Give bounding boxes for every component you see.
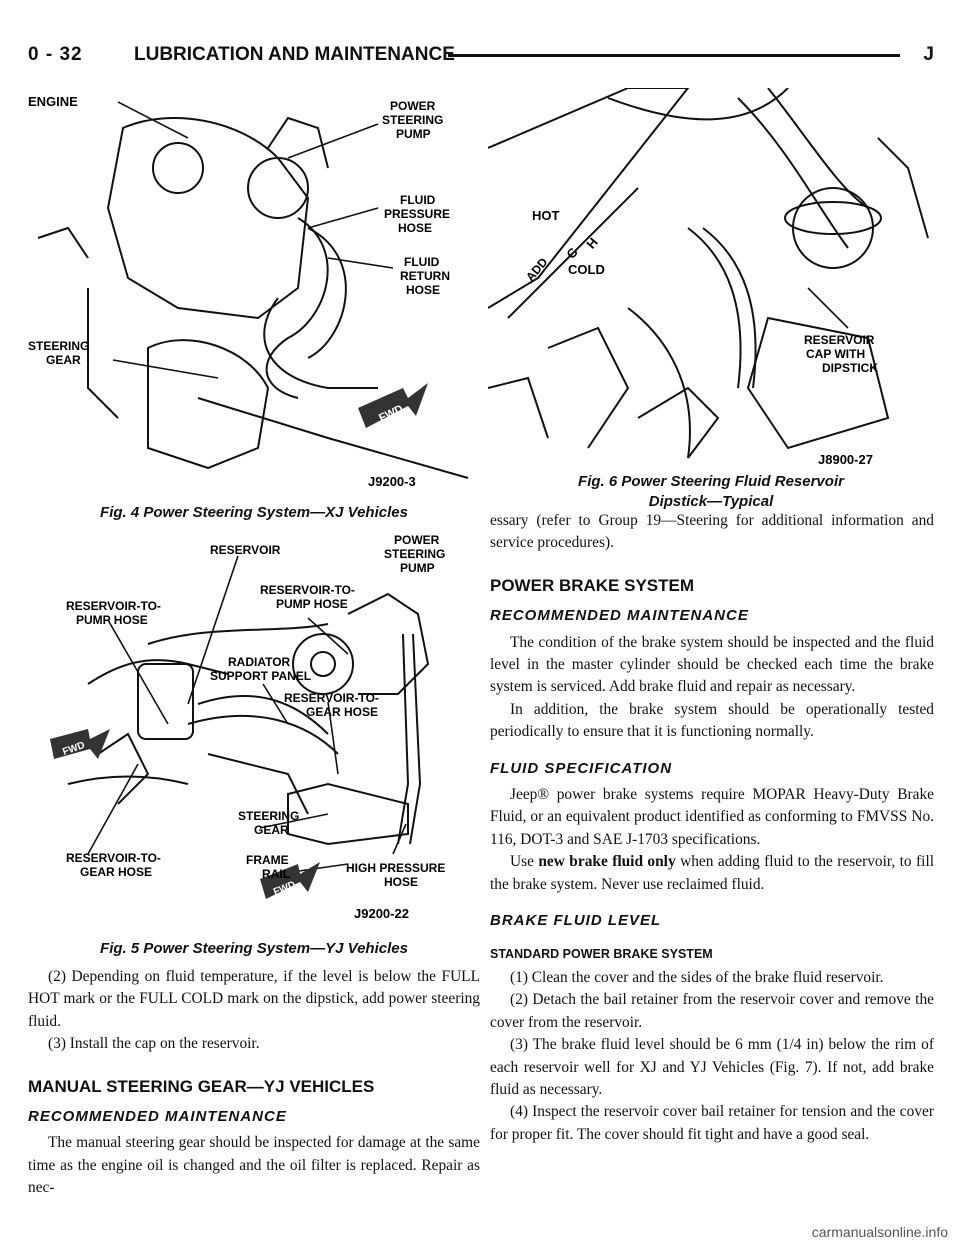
figure-5-caption: Fig. 5 Power Steering System—YJ Vehicles xyxy=(100,940,408,957)
fig6-label-rcd3: DIPSTICK xyxy=(822,361,879,375)
fig6-label-add: ADD xyxy=(523,254,551,284)
fig6-label-cold: COLD xyxy=(568,262,605,277)
new-fluid-text-c: when adding fluid to the reservoir, to fill the brake system. Never use reclaimed fluid. xyxy=(490,853,934,893)
fig5-label-ps3: PUMP xyxy=(400,561,435,575)
fig5-label-hph2: HOSE xyxy=(384,875,419,889)
section-title: LUBRICATION AND MAINTENANCE xyxy=(134,44,455,65)
power-steering-xj-drawing xyxy=(28,88,480,494)
page-number: 0 - 32 xyxy=(28,44,83,65)
fig4-code: J9200-3 xyxy=(368,474,416,489)
fig5-label-rtgh-left1: RESERVOIR-TO- xyxy=(66,851,161,865)
fig6-label-hot: HOT xyxy=(532,208,560,223)
fig4-label-fph3: HOSE xyxy=(398,221,433,235)
fig5-label-ps2: STEERING xyxy=(384,547,446,561)
brake-recommended-heading: RECOMMENDED MAINTENANCE xyxy=(490,607,749,625)
step-2-paragraph: (2) Depending on fluid temperature, if the level is below the FULL HOT mark or the FULL COLD mark on the dipstick, add power steering fluid. xyxy=(28,968,480,1030)
brake-condition-paragraph: The condition of the brake system should be inspected and the fluid level in the master cylinder should be checked each time the brake system is serviced. Add brake fluid and repair as necessary. xyxy=(490,633,934,696)
page-header xyxy=(28,42,934,68)
fig5-fwd-arrow-label-1: FWD xyxy=(61,739,87,758)
new-fluid-text-a: Use xyxy=(510,853,539,871)
fig5-label-reservoir: RESERVOIR xyxy=(210,543,281,557)
manual-steering-paragraph: The manual steering gear should be inspected for damage at the same time as the engine oil is changed and the oil filter is replaced. Repair as nec- xyxy=(28,1134,480,1197)
fig4-label-engine: ENGINE xyxy=(28,94,78,109)
fig4-label-sg1: STEERING xyxy=(28,339,90,353)
left-column-text xyxy=(28,966,480,1200)
fig5-code: J9200-22 xyxy=(354,906,409,921)
level-step-4: (4) Inspect the reservoir cover bail retainer for tension and the cover for proper fit. The cover should fit tight and have a good seal. xyxy=(490,1103,934,1143)
fig5-label-ps1: POWER xyxy=(394,534,440,547)
fig6-label-c: C xyxy=(563,244,581,262)
fig6-label-h: H xyxy=(583,234,601,252)
continued-paragraph: essary (refer to Group 19—Steering for additional information and service procedures). xyxy=(490,512,934,552)
header-rule xyxy=(448,54,900,57)
fig4-label-ps1: POWER xyxy=(390,99,436,113)
watermark-text: carmanualsonline.info xyxy=(811,1224,948,1240)
figure-6-illustration xyxy=(488,88,934,470)
power-steering-yj-drawing xyxy=(28,534,480,922)
fig5-label-rtph-left1: RESERVOIR-TO- xyxy=(66,599,161,613)
figure-6-caption-line1: Fig. 6 Power Steering Fluid Reservoir xyxy=(578,473,844,490)
figure-6-caption xyxy=(488,472,934,512)
reservoir-dipstick-drawing xyxy=(488,88,934,470)
fig5-label-rtph2: PUMP HOSE xyxy=(276,597,348,611)
fig6-code: J8900-27 xyxy=(818,452,873,467)
brake-test-paragraph: In addition, the brake system should be operationally tested periodically to ensure that it is functioning normally. xyxy=(490,700,934,741)
fig5-label-sg2: GEAR xyxy=(254,823,289,837)
fig5-label-rtgh-left2: GEAR HOSE xyxy=(80,865,153,879)
section-letter: J xyxy=(923,44,934,65)
fig4-label-fph1: FLUID xyxy=(400,193,436,207)
fig4-label-sg2: GEAR xyxy=(46,353,81,367)
fig5-label-fr2: RAIL xyxy=(262,867,290,881)
fig5-label-fr1: FRAME xyxy=(246,853,289,867)
level-step-2: (2) Detach the bail retainer from the reservoir cover and remove the cover from the reservoir. xyxy=(490,991,934,1031)
fig4-label-frh3: HOSE xyxy=(406,283,441,297)
right-column-text xyxy=(490,510,934,1146)
fig5-label-rtph-left2: PUMP HOSE xyxy=(76,613,148,627)
power-brake-heading: POWER BRAKE SYSTEM xyxy=(490,575,695,595)
new-fluid-paragraph xyxy=(490,851,934,896)
new-fluid-emphasis: new brake fluid only xyxy=(538,853,676,871)
fig4-fwd-arrow-label: FWD xyxy=(377,403,406,425)
step-3-paragraph: (3) Install the cap on the reservoir. xyxy=(48,1035,260,1053)
figure-4-caption: Fig. 4 Power Steering System—XJ Vehicles xyxy=(100,504,408,521)
standard-brake-heading: STANDARD POWER BRAKE SYSTEM xyxy=(490,946,713,961)
fig5-label-rtgh2: GEAR HOSE xyxy=(306,705,379,719)
fig5-label-sg1: STEERING xyxy=(238,809,300,823)
fig4-label-frh2: RETURN xyxy=(400,269,450,283)
fig6-label-rcd2: CAP WITH xyxy=(806,347,866,361)
fluid-spec-heading: FLUID SPECIFICATION xyxy=(490,759,673,777)
fig4-label-ps2: STEERING xyxy=(382,113,444,127)
fig5-fwd-arrow-label-2: FWD xyxy=(271,879,298,899)
fig4-label-ps3: PUMP xyxy=(396,127,431,141)
fig4-label-frh1: FLUID xyxy=(404,255,440,269)
brake-fluid-level-heading: BRAKE FLUID LEVEL xyxy=(490,912,662,930)
figure-6-caption-line2: Dipstick—Typical xyxy=(648,493,774,510)
level-step-1: (1) Clean the cover and the sides of the brake fluid reservoir. xyxy=(510,968,884,986)
manual-steering-heading: MANUAL STEERING GEAR—YJ VEHICLES xyxy=(28,1076,375,1096)
fig5-label-rtph1: RESERVOIR-TO- xyxy=(260,583,355,597)
level-step-3: (3) The brake fluid level should be 6 mm (1/4 in) below the rim of each reservoir well for XJ and YJ Vehicles (Fig. 7). If not, add brake fluid as necessary. xyxy=(490,1036,934,1098)
fig4-label-fph2: PRESSURE xyxy=(384,207,451,221)
fluid-spec-paragraph: Jeep® power brake systems require MOPAR Heavy-Duty Brake Fluid, or an equivalent product identified as conforming to FMVSS No. 116, DOT-3 and SAE J-1703 specifications. xyxy=(490,786,934,848)
fig5-label-hph1: HIGH PRESSURE xyxy=(346,861,446,875)
figure-5-illustration xyxy=(28,534,480,922)
fig5-label-rsp2: SUPPORT PANEL xyxy=(210,669,312,683)
manual-recommended-heading: RECOMMENDED MAINTENANCE xyxy=(28,1108,287,1126)
fig5-label-rtgh1: RESERVOIR-TO- xyxy=(284,691,379,705)
fig5-label-rsp1: RADIATOR xyxy=(228,655,291,669)
figure-4-illustration xyxy=(28,88,480,494)
fig6-label-rcd1: RESERVOIR xyxy=(804,333,875,347)
